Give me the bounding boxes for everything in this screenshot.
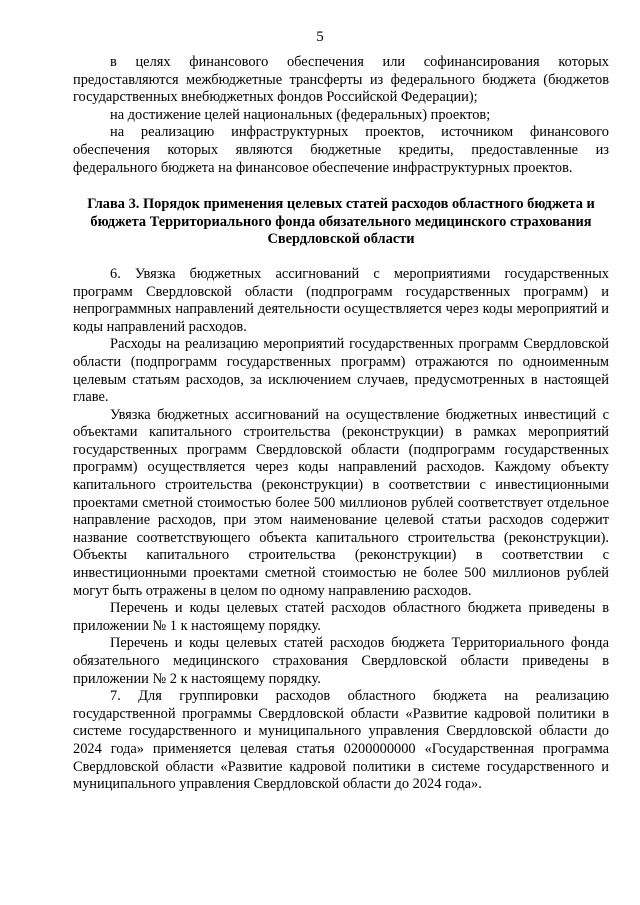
paragraph: на реализацию инфраструктурных проектов, источником финансового обеспечения которых являются бюджетные кредиты, предоставленные из федерального бюджета на финансовое обеспечение инфраструктурных проектов. (73, 124, 609, 176)
page-number: 5 (316, 29, 324, 45)
paragraph: 6. Увязка бюджетных ассигнований с мероприятиями государственных программ Свердловской области (подпрограмм государственных программ) и непрограммных направлений деятельности осуществляется через коды мероприятий и коды направлений расходов. (73, 265, 609, 335)
paragraph: Перечень и коды целевых статей расходов бюджета Территориального фонда обязательного медицинского страхования Свердловской области приведены в приложении № 2 к настоящему порядку. (73, 635, 609, 687)
document-body (73, 54, 609, 794)
paragraph: Расходы на реализацию мероприятий государственных программ Свердловской области (подпрограмм государственных программ) отражаются по одноименным целевым статьям расходов, за исключением случаев, предусмотренных в настоящей главе. (73, 336, 609, 406)
paragraph: Увязка бюджетных ассигнований на осуществление бюджетных инвестиций с объектами капитального строительства (реконструкции) в рамках мероприятий государственных программ Свердловской области (подпрограмм государственных программ) осуществляется через коды направлений расходов. Каждому объекту капитального строительства (реконструкции) в соответствии с инвестиционными проектами сметной стоимостью более 500 миллионов рублей соответствует отдельное направление расходов, при этом наименование целевой статьи расходов содержит название соответствующего объекта капитального строительства (реконструкции). Объекты капитального строительства (реконструкции) в соответствии с инвестиционными проектами сметной стоимостью не более 500 миллионов рублей могут быть отражены в целом по одному направлению расходов. (73, 406, 609, 599)
paragraph: на достижение целей национальных (федеральных) проектов; (110, 106, 491, 123)
paragraph: Перечень и коды целевых статей расходов областного бюджета приведены в приложении № 1 к настоящему порядку. (73, 600, 609, 634)
chapter-title: Глава 3. Порядок применения целевых статей расходов областного бюджета и бюджета Территориального фонда обязательного медицинского страхования Свердловской области (87, 196, 595, 248)
paragraph: 7. Для группировки расходов областного бюджета на реализацию государственной программы Свердловской области «Развитие кадровой политики в системе государственного и муниципального управления Свердловской области до 2024 года» применяется целевая статья 0200000000 «Государственная программа Свердловской области «Развитие кадровой политики в системе государственного и муниципального управления Свердловской области до 2024 года». (73, 688, 609, 793)
paragraph: в целях финансового обеспечения или софинансирования которых предоставляются межбюджетные трансферты из федерального бюджета (бюджетов государственных внебюджетных фондов Российской Федерации); (73, 54, 609, 106)
